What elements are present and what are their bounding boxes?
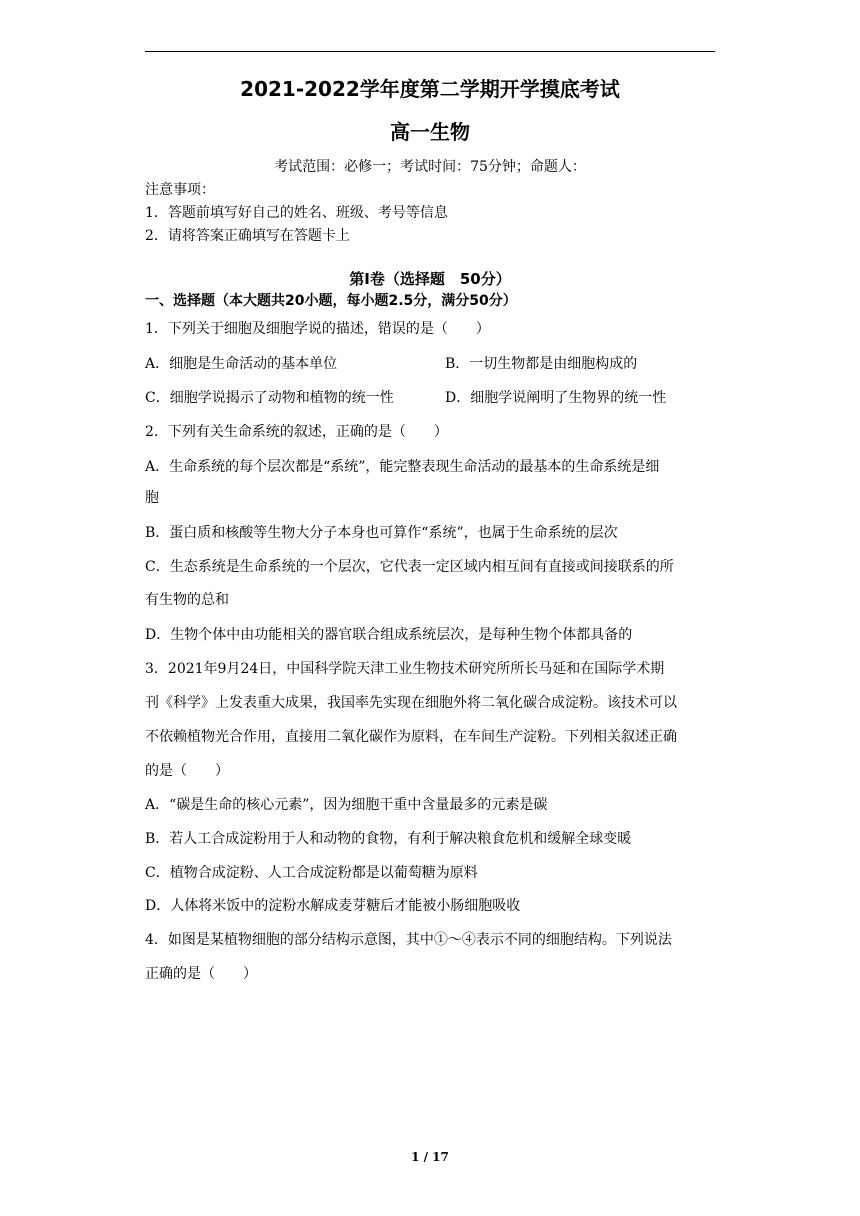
question-stem: 4．如图是某植物细胞的部分结构示意图，其中①～④表示不同的细胞结构。下列说法 bbox=[145, 932, 672, 948]
option-a: A．细胞是生命活动的基本单位 bbox=[145, 356, 338, 372]
question-line: 有生物的总和 bbox=[145, 592, 229, 608]
option-d: D．细胞学说阐明了生物界的统一性 bbox=[445, 390, 667, 406]
page-number: 1 / 17 bbox=[411, 1150, 449, 1164]
notice-item: 1．答题前填写好自己的姓名、班级、考号等信息 bbox=[145, 205, 448, 221]
part-heading: 一、选择题（本大题共20小题，每小题2.5分，满分50分） bbox=[145, 293, 517, 309]
question-stem: 刊《科学》上发表重大成果，我国率先实现在细胞外将二氧化碳合成淀粉。该技术可以 bbox=[145, 695, 677, 711]
question-stem: 的是（ ） bbox=[145, 763, 229, 779]
exam-title: 2021-2022学年度第二学期开学摸底考试 bbox=[240, 77, 620, 101]
option-c: C．植物合成淀粉、人工合成淀粉都是以葡萄糖为原料 bbox=[145, 865, 478, 881]
option-d: D．人体将米饭中的淀粉水解成麦芽糖后才能被小肠细胞吸收 bbox=[145, 898, 521, 914]
question-stem: 1．下列关于细胞及细胞学说的描述，错误的是（ ） bbox=[145, 321, 490, 337]
exam-subject: 高一生物 bbox=[390, 120, 470, 144]
option-b: B．若人工合成淀粉用于人和动物的食物，有利于解决粮食危机和缓解全球变暖 bbox=[145, 831, 632, 847]
notice-heading: 注意事项： bbox=[145, 182, 215, 198]
option-c: C．细胞学说揭示了动物和植物的统一性 bbox=[145, 390, 394, 406]
question-line: A．生命系统的每个层次都是“系统”，能完整表现生命活动的最基本的生命系统是细 bbox=[145, 459, 660, 475]
question-stem: 2．下列有关生命系统的叙述，正确的是（ ） bbox=[145, 424, 448, 440]
question-stem: 正确的是（ ） bbox=[145, 966, 257, 982]
header-rule bbox=[145, 51, 715, 52]
notice-item: 2．请将答案正确填写在答题卡上 bbox=[145, 228, 350, 244]
option-a: A．“碳是生命的核心元素”，因为细胞干重中含量最多的元素是碳 bbox=[145, 797, 548, 813]
question-line: D．生物个体中由功能相关的器官联合组成系统层次，是每种生物个体都具备的 bbox=[145, 627, 633, 643]
question-stem: 不依赖植物光合作用，直接用二氧化碳作为原料，在车间生产淀粉。下列相关叙述正确 bbox=[145, 729, 677, 745]
exam-info: 考试范围：必修一；考试时间：75分钟；命题人： bbox=[274, 159, 586, 175]
option-b: B．一切生物都是由细胞构成的 bbox=[445, 356, 638, 372]
section-title: 第Ⅰ卷（选择题 50分） bbox=[349, 270, 511, 288]
question-line: 胞 bbox=[145, 490, 159, 506]
question-stem: 3．2021年9月24日，中国科学院天津工业生物技术研究所所长马延和在国际学术期 bbox=[145, 661, 665, 677]
question-line: B．蛋白质和核酸等生物大分子本身也可算作“系统”，也属于生命系统的层次 bbox=[145, 525, 618, 541]
question-line: C．生态系统是生命系统的一个层次，它代表一定区域内相互间有直接或间接联系的所 bbox=[145, 559, 674, 575]
